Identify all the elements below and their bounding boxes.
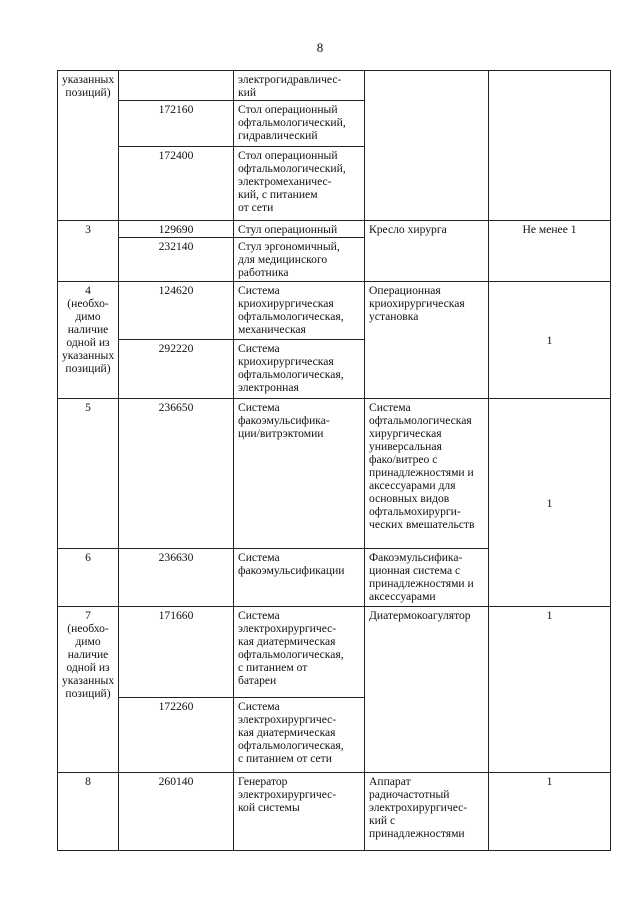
required-equipment-cell: Операционная криохирургическая установка	[365, 282, 489, 399]
code-cell	[119, 71, 234, 101]
device-name-cell: Система криохирургическая офтальмологическая, механическая	[234, 282, 365, 340]
required-equipment-cell: Кресло хирурга	[365, 221, 489, 282]
table-row	[58, 399, 611, 549]
row-number-cell: 8	[58, 773, 119, 851]
code-cell: 124620	[119, 282, 234, 340]
code-cell: 171660	[119, 607, 234, 698]
row-number-cell: 6	[58, 549, 119, 607]
required-equipment-cell: Система офтальмологическая хирургическая универсальная фако/витрео с принадлежностями и аксессуарами для основных видов офтальмохирурги- ческих вмешательств	[365, 399, 489, 549]
code-cell: 232140	[119, 238, 234, 282]
code-cell: 236630	[119, 549, 234, 607]
code-cell: 172260	[119, 698, 234, 773]
device-name-cell: Система электрохирургичес- кая диатермическая офтальмологическая, с питанием от сети	[234, 698, 365, 773]
required-equipment-cell: Диатермокоагулятор	[365, 607, 489, 773]
device-name-cell: Система криохирургическая офтальмологическая, электронная	[234, 340, 365, 399]
required-equipment-cell: Аппарат радиочастотный электрохирургичес- кий с принадлежностями	[365, 773, 489, 851]
device-name-cell: Стол операционный офтальмологический, электромеханичес- кий, с питанием от сети	[234, 147, 365, 221]
row-number-cell: 4 (необхо- димо наличие одной из указанных позиций)	[58, 282, 119, 399]
row-number-cell: 3	[58, 221, 119, 282]
page-number: 8	[316, 40, 324, 55]
device-name-cell: электрогидравличес- кий	[234, 71, 365, 101]
equipment-table	[57, 70, 611, 851]
code-cell: 129690	[119, 221, 234, 238]
required-equipment-cell	[365, 71, 489, 221]
quantity-cell: 1	[489, 282, 611, 399]
table-row	[58, 221, 611, 238]
device-name-cell: Генератор электрохирургичес- кой системы	[234, 773, 365, 851]
row-number-cell: 5	[58, 399, 119, 549]
device-name-cell: Система электрохирургичес- кая диатермическая офтальмологическая, с питанием от батареи	[234, 607, 365, 698]
code-cell: 260140	[119, 773, 234, 851]
quantity-cell: 1	[489, 773, 611, 851]
row-number-cell: указанных позиций)	[58, 71, 119, 221]
code-cell: 292220	[119, 340, 234, 399]
device-name-cell: Стул операционный	[234, 221, 365, 238]
device-name-cell: Система факоэмульсифика- ции/витрэктомии	[234, 399, 365, 549]
quantity-cell	[489, 71, 611, 221]
table-row	[58, 71, 611, 101]
required-equipment-cell: Факоэмульсифика- ционная система с принадлежностями и аксессуарами	[365, 549, 489, 607]
table-row	[58, 773, 611, 851]
device-name-cell: Стол операционный офтальмологический, гидравлический	[234, 101, 365, 147]
quantity-cell: 1	[489, 399, 611, 607]
table-row	[58, 607, 611, 698]
device-name-cell: Система факоэмульсификации	[234, 549, 365, 607]
row-number-cell: 7 (необхо- димо наличие одной из указанных позиций)	[58, 607, 119, 773]
code-cell: 236650	[119, 399, 234, 549]
quantity-cell: 1	[489, 607, 611, 773]
table-row	[58, 282, 611, 340]
code-cell: 172400	[119, 147, 234, 221]
quantity-cell: Не менее 1	[489, 221, 611, 282]
device-name-cell: Стул эргономичный, для медицинского работника	[234, 238, 365, 282]
code-cell: 172160	[119, 101, 234, 147]
